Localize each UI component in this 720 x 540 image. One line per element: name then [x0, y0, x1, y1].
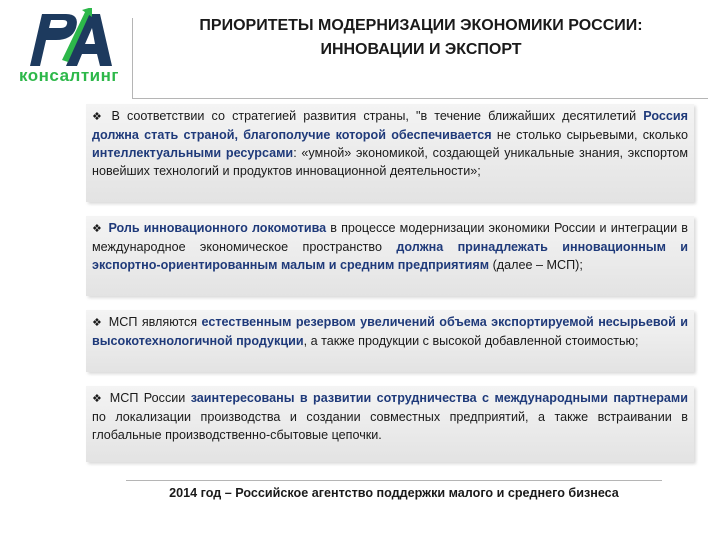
- title-line-2: ИННОВАЦИИ И ЭКСПОРТ: [320, 41, 522, 58]
- text-segment: в процессе модернизации экономики России и интеграции в международное экономическое пространство: [92, 221, 688, 254]
- logo-text: консалтинг: [19, 66, 119, 85]
- text-segment: : «умной» экономикой, создающей уникальные знания, экспортом новейших технологий и продуктов инновационной деятельности»;: [92, 146, 688, 178]
- paragraph-text: [92, 315, 688, 348]
- text-segment: МСП России: [109, 391, 191, 405]
- title-line-1: ПРИОРИТЕТЫ МОДЕРНИЗАЦИИ ЭКОНОМИКИ РОССИИ:: [199, 17, 643, 34]
- bullet-paragraph: [86, 310, 694, 372]
- paragraph-text: [92, 109, 688, 178]
- text-segment: В соответствии со стратегией развития страны, "в течение ближайших десятилетий: [111, 109, 644, 123]
- text-segment: МСП являются: [108, 315, 202, 329]
- bullet-paragraph: [86, 216, 694, 296]
- text-segment: по локализации производства и создании совместных предприятий, а также встраивании в глобальные производственно-сбытовые цепочки.: [92, 410, 688, 442]
- content-area: [86, 104, 694, 464]
- diamond-bullet-icon: ❖: [92, 223, 103, 235]
- bullet-paragraph: [86, 386, 694, 462]
- logo-mark-icon: [16, 8, 120, 68]
- bullet-paragraph: [86, 104, 694, 202]
- diamond-bullet-icon: ❖: [92, 317, 103, 329]
- emphasis-segment: должна принадлежать инновационным и экспортно-ориентированным малым и средним предприятиям: [92, 240, 688, 272]
- footer-divider: [126, 480, 662, 481]
- text-segment: не столько сырьевыми, сколько: [491, 128, 688, 142]
- diamond-bullet-icon: ❖: [92, 393, 104, 405]
- text-segment: (далее – МСП);: [489, 258, 583, 272]
- logo: [8, 8, 130, 84]
- emphasis-segment: заинтересованы в развитии сотрудничества с международными партнерами: [190, 391, 688, 405]
- emphasis-segment: интеллектуальными ресурсами: [92, 146, 294, 160]
- emphasis-segment: Роль инновационного локомотива: [108, 221, 327, 235]
- header-divider-vertical: [132, 18, 133, 98]
- page-title: [138, 14, 704, 62]
- footer-text: 2014 год – Российское агентство поддержки малого и среднего бизнеса: [169, 486, 619, 500]
- paragraph-text: [92, 221, 688, 272]
- emphasis-segment: естественным резервом увеличений объема экспортируемой несырьевой и высокотехнологичной продукции: [92, 315, 689, 348]
- text-segment: , а также продукции с высокой добавленной стоимостью;: [303, 334, 639, 348]
- paragraph-text: [92, 391, 688, 442]
- diamond-bullet-icon: ❖: [92, 111, 106, 123]
- header-divider-horizontal: [132, 98, 708, 99]
- emphasis-segment: Россия должна стать страной, благополучие которой обеспечивается: [92, 109, 688, 142]
